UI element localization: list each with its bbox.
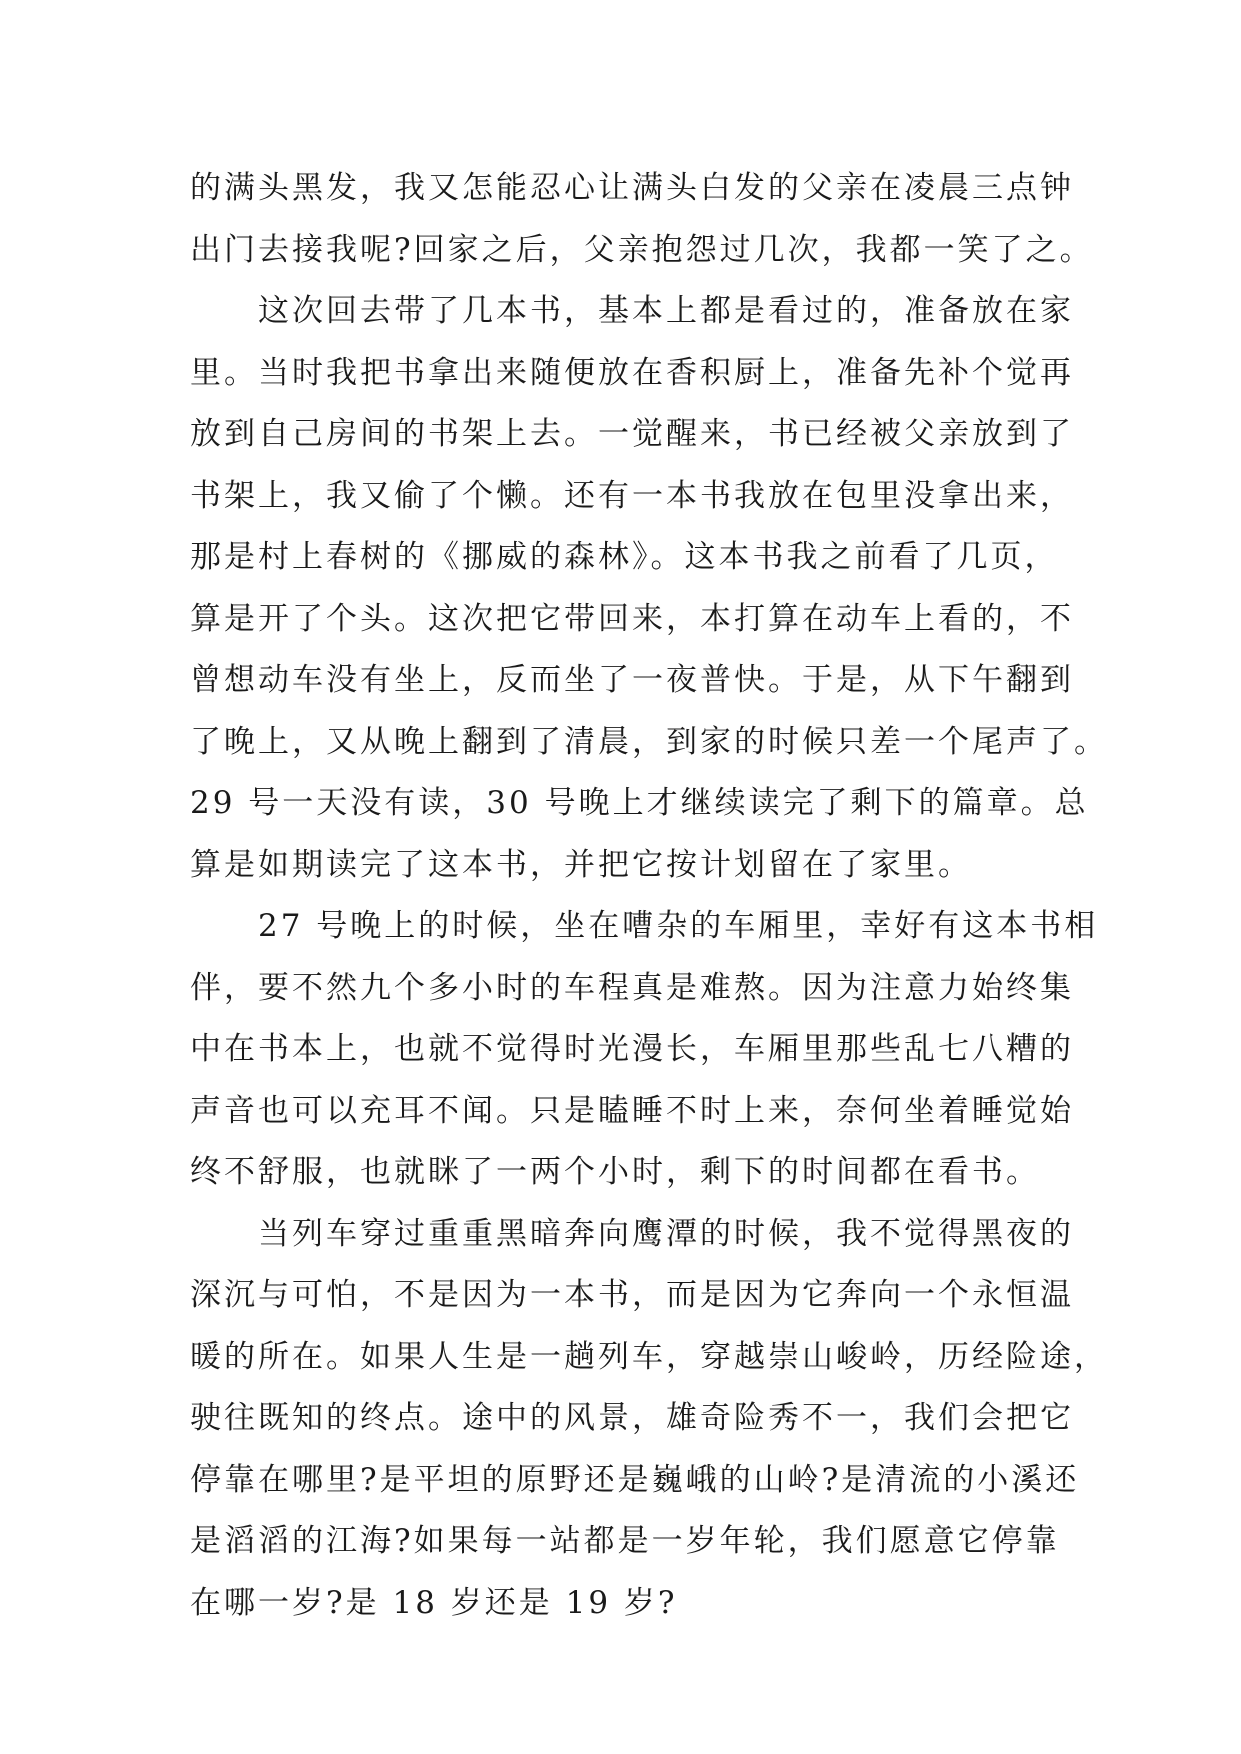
- text-line: 暖的所在。如果人生是一趟列车，穿越崇山峻岭，历经险途，: [190, 1338, 1108, 1375]
- text-line: 放到自己房间的书架上去。一觉醒来，书已经被父亲放到了: [190, 416, 1074, 452]
- text-line: 里。当时我把书拿出来随便放在香积厨上，准备先补个觉再: [190, 354, 1074, 391]
- paragraph-first-line: 当列车穿过重重黑暗奔向鹰潭的时候，我不觉得黑夜的: [258, 1215, 1074, 1252]
- text-line: 是滔滔的江海?如果每一站都是一岁年轮，我们愿意它停靠: [190, 1523, 1060, 1559]
- text-line: 驶往既知的终点。途中的风景，雄奇险秀不一，我们会把它: [190, 1400, 1074, 1436]
- body-text: [190, 158, 1108, 1634]
- paragraph-first-line: 这次回去带了几本书，基本上都是看过的，准备放在家: [258, 293, 1074, 329]
- text-line: 29 号一天没有读，30 号晚上才继续读完了剩下的篇章。总: [190, 785, 1089, 821]
- text-line: 那是村上春树的《挪威的森林》。这本书我之前看了几页，: [190, 539, 1059, 575]
- paragraph-first-line: 27 号晚上的时候，坐在嘈杂的车厢里，幸好有这本书相: [258, 908, 1099, 944]
- text-line: 在哪一岁?是 18 岁还是 19 岁?: [190, 1584, 678, 1621]
- text-line: 终不舒服，也就眯了一两个小时，剩下的时间都在看书。: [190, 1154, 1040, 1190]
- text-line: 的满头黑发，我又怎能忍心让满头白发的父亲在凌晨三点钟: [190, 170, 1074, 206]
- text-line: 伴，要不然九个多小时的车程真是难熬。因为注意力始终集: [190, 969, 1074, 1006]
- text-line: 了晚上，又从晚上翻到了清晨，到家的时候只差一个尾声了。: [190, 723, 1108, 760]
- text-line: 算是开了个头。这次把它带回来，本打算在动车上看的，不: [190, 600, 1074, 637]
- text-line: 算是如期读完了这本书，并把它按计划留在了家里。: [190, 846, 972, 883]
- text-line: 出门去接我呢?回家之后，父亲抱怨过几次，我都一笑了之。: [190, 231, 1094, 268]
- text-line: 曾想动车没有坐上，反而坐了一夜普快。于是，从下午翻到: [190, 662, 1074, 698]
- text-line: 中在书本上，也就不觉得时光漫长，车厢里那些乱七八糟的: [190, 1031, 1074, 1067]
- text-line: 停靠在哪里?是平坦的原野还是巍峨的山岭?是清流的小溪还: [190, 1461, 1080, 1498]
- text-line: 声音也可以充耳不闻。只是瞌睡不时上来，奈何坐着睡觉始: [190, 1092, 1074, 1129]
- text-line: 书架上，我又偷了个懒。还有一本书我放在包里没拿出来，: [190, 477, 1074, 514]
- text-line: 深沉与可怕，不是因为一本书，而是因为它奔向一个永恒温: [190, 1277, 1074, 1313]
